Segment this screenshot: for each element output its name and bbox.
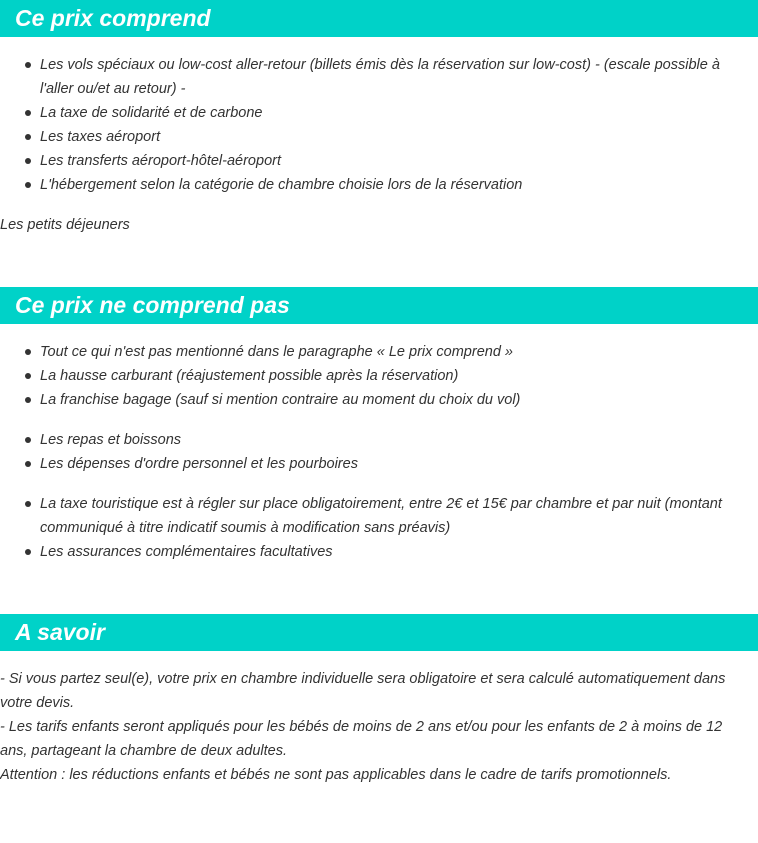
- list-item: Les transferts aéroport-hôtel-aéroport: [0, 149, 758, 173]
- info-line: - Si vous partez seul(e), votre prix en chambre individuelle sera obligatoire et sera calculé automatiquement dans votre devis.: [0, 671, 726, 711]
- section-title-info: A savoir: [15, 619, 105, 645]
- list-item: La franchise bagage (sauf si mention contraire au moment du choix du vol): [0, 388, 758, 412]
- section-header-includes: [0, 0, 758, 37]
- section-title-includes: Ce prix comprend: [15, 5, 211, 31]
- info-text-block: [0, 667, 758, 787]
- info-line: Attention : les réductions enfants et bébés ne sont pas applicables dans le cadre de tarifs promotionnels.: [0, 767, 672, 783]
- includes-list: [0, 53, 758, 197]
- list-item: Les taxes aéroport: [0, 125, 758, 149]
- section-title-excludes: Ce prix ne comprend pas: [15, 292, 290, 318]
- excludes-list: [0, 340, 758, 564]
- list-item: La hausse carburant (réajustement possible après la réservation): [0, 364, 758, 388]
- includes-extra-text: Les petits déjeuners: [0, 217, 130, 233]
- list-item: La taxe touristique est à régler sur place obligatoirement, entre 2€ et 15€ par chambre et par nuit (montant communiqué à titre indicatif soumis à modification sans préavis): [0, 492, 758, 540]
- list-item: Les dépenses d'ordre personnel et les pourboires: [0, 452, 758, 476]
- list-item: L'hébergement selon la catégorie de chambre choisie lors de la réservation: [0, 173, 758, 197]
- info-line: - Les tarifs enfants seront appliqués pour les bébés de moins de 2 ans et/ou pour les enfants de 2 à moins de 12 ans, partageant la chambre de deux adultes.: [0, 719, 723, 759]
- list-item: Tout ce qui n'est pas mentionné dans le paragraphe « Le prix comprend »: [0, 340, 758, 364]
- section-header-excludes: [0, 287, 758, 324]
- list-item: Les assurances complémentaires facultatives: [0, 540, 758, 564]
- list-item: La taxe de solidarité et de carbone: [0, 101, 758, 125]
- list-item: Les vols spéciaux ou low-cost aller-retour (billets émis dès la réservation sur low-cost) - (escale possible à l'aller ou/et au retour) -: [0, 53, 758, 101]
- section-header-info: [0, 614, 758, 651]
- list-item: Les repas et boissons: [0, 428, 758, 452]
